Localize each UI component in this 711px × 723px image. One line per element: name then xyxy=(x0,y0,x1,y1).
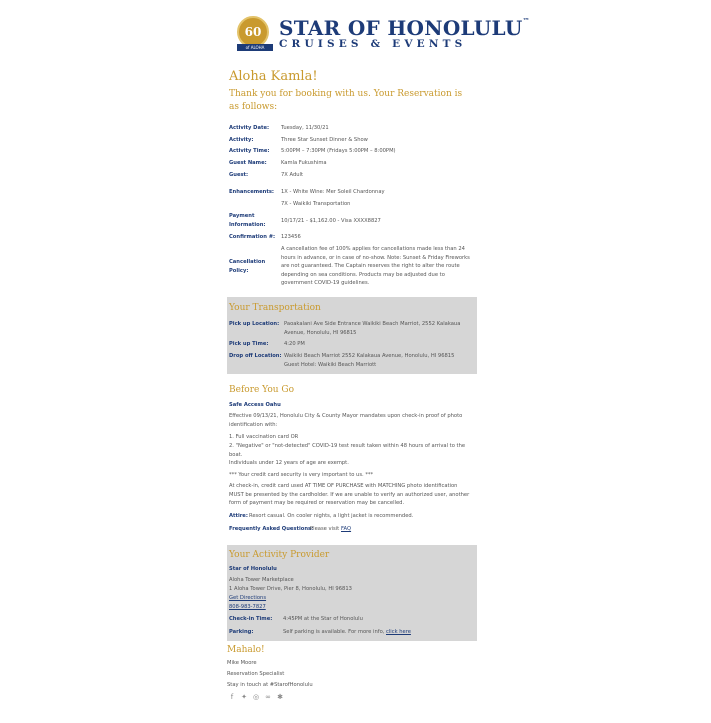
brand-subtitle: CRUISES & EVENTS xyxy=(279,38,467,50)
parking-link[interactable]: click here xyxy=(386,629,411,635)
section-title: Your Activity Provider xyxy=(229,550,330,560)
brand-name: STAR OF HONOLULU™ xyxy=(279,16,530,40)
directions-link[interactable]: Get Directions xyxy=(229,595,267,601)
facebook-icon[interactable]: f xyxy=(230,693,234,701)
pickup-location: Paoakalani Ave Side Entrance Waikiki Beach Marriot, 2552 Kalakaua Avenue, Honolulu, HI 96815 xyxy=(284,321,461,336)
provider-section: Your Activity Provider Star of Honolulu Aloha Tower Marketplace 1 Aloha Tower Drive, Pier 8, Honolulu, HI 96813 Get Directions 808-983-7827 Check-in Time: 4:45PM at the Star of Honolulu Parking: Self parking is available. For more info, click here xyxy=(227,545,477,641)
mahalo: Mahalo! xyxy=(227,645,265,655)
anniversary-seal: 60 of ALOHA xyxy=(237,16,269,48)
attire-text: Resort casual. On cooler nights, a light jacket is recommended. xyxy=(249,513,414,519)
thanks-message: Thank you for booking with us. Your Reservation is as follows: xyxy=(229,89,463,112)
guest-hotel: Guest Hotel: Waikiki Beach Marriott xyxy=(284,362,377,368)
pickup-time: 4:20 PM xyxy=(284,341,305,347)
transportation-section: Your Transportation Pick up Location: Paoakalani Ave Side Entrance Waikiki Beach Marriot, 2552 Kalakaua Avenue, Honolulu, HI 96815 Pick up Time: 4:20 PM Drop off Location: Waikiki Beach Marriot 2552 Kalakaua Avenue, Honolulu, HI 96815 Guest Hotel: Waikiki Beach Marriott xyxy=(227,297,477,374)
before-title: Before You Go xyxy=(229,385,295,395)
checkin-time: 4:45PM at the Star of Honolulu xyxy=(283,616,363,622)
yelp-icon[interactable]: ✱ xyxy=(277,693,283,701)
faq-link[interactable]: FAQ xyxy=(341,526,352,532)
tripadvisor-icon[interactable]: ∞ xyxy=(265,693,271,701)
twitter-icon[interactable]: ✦ xyxy=(241,693,247,701)
brand-logo xyxy=(237,16,530,52)
phone-link[interactable]: 808-983-7827 xyxy=(229,604,266,610)
instagram-icon[interactable]: ◎ xyxy=(252,693,260,701)
safe-access-heading: Safe Access Oahu xyxy=(229,402,281,408)
provider-name: Star of Honolulu xyxy=(229,566,277,572)
dropoff-location: Waikiki Beach Marriot 2552 Kalakaua Avenue, Honolulu, HI 96815 xyxy=(284,353,455,359)
section-title: Your Transportation xyxy=(229,303,321,313)
greeting: Aloha Kamla! xyxy=(229,69,318,84)
